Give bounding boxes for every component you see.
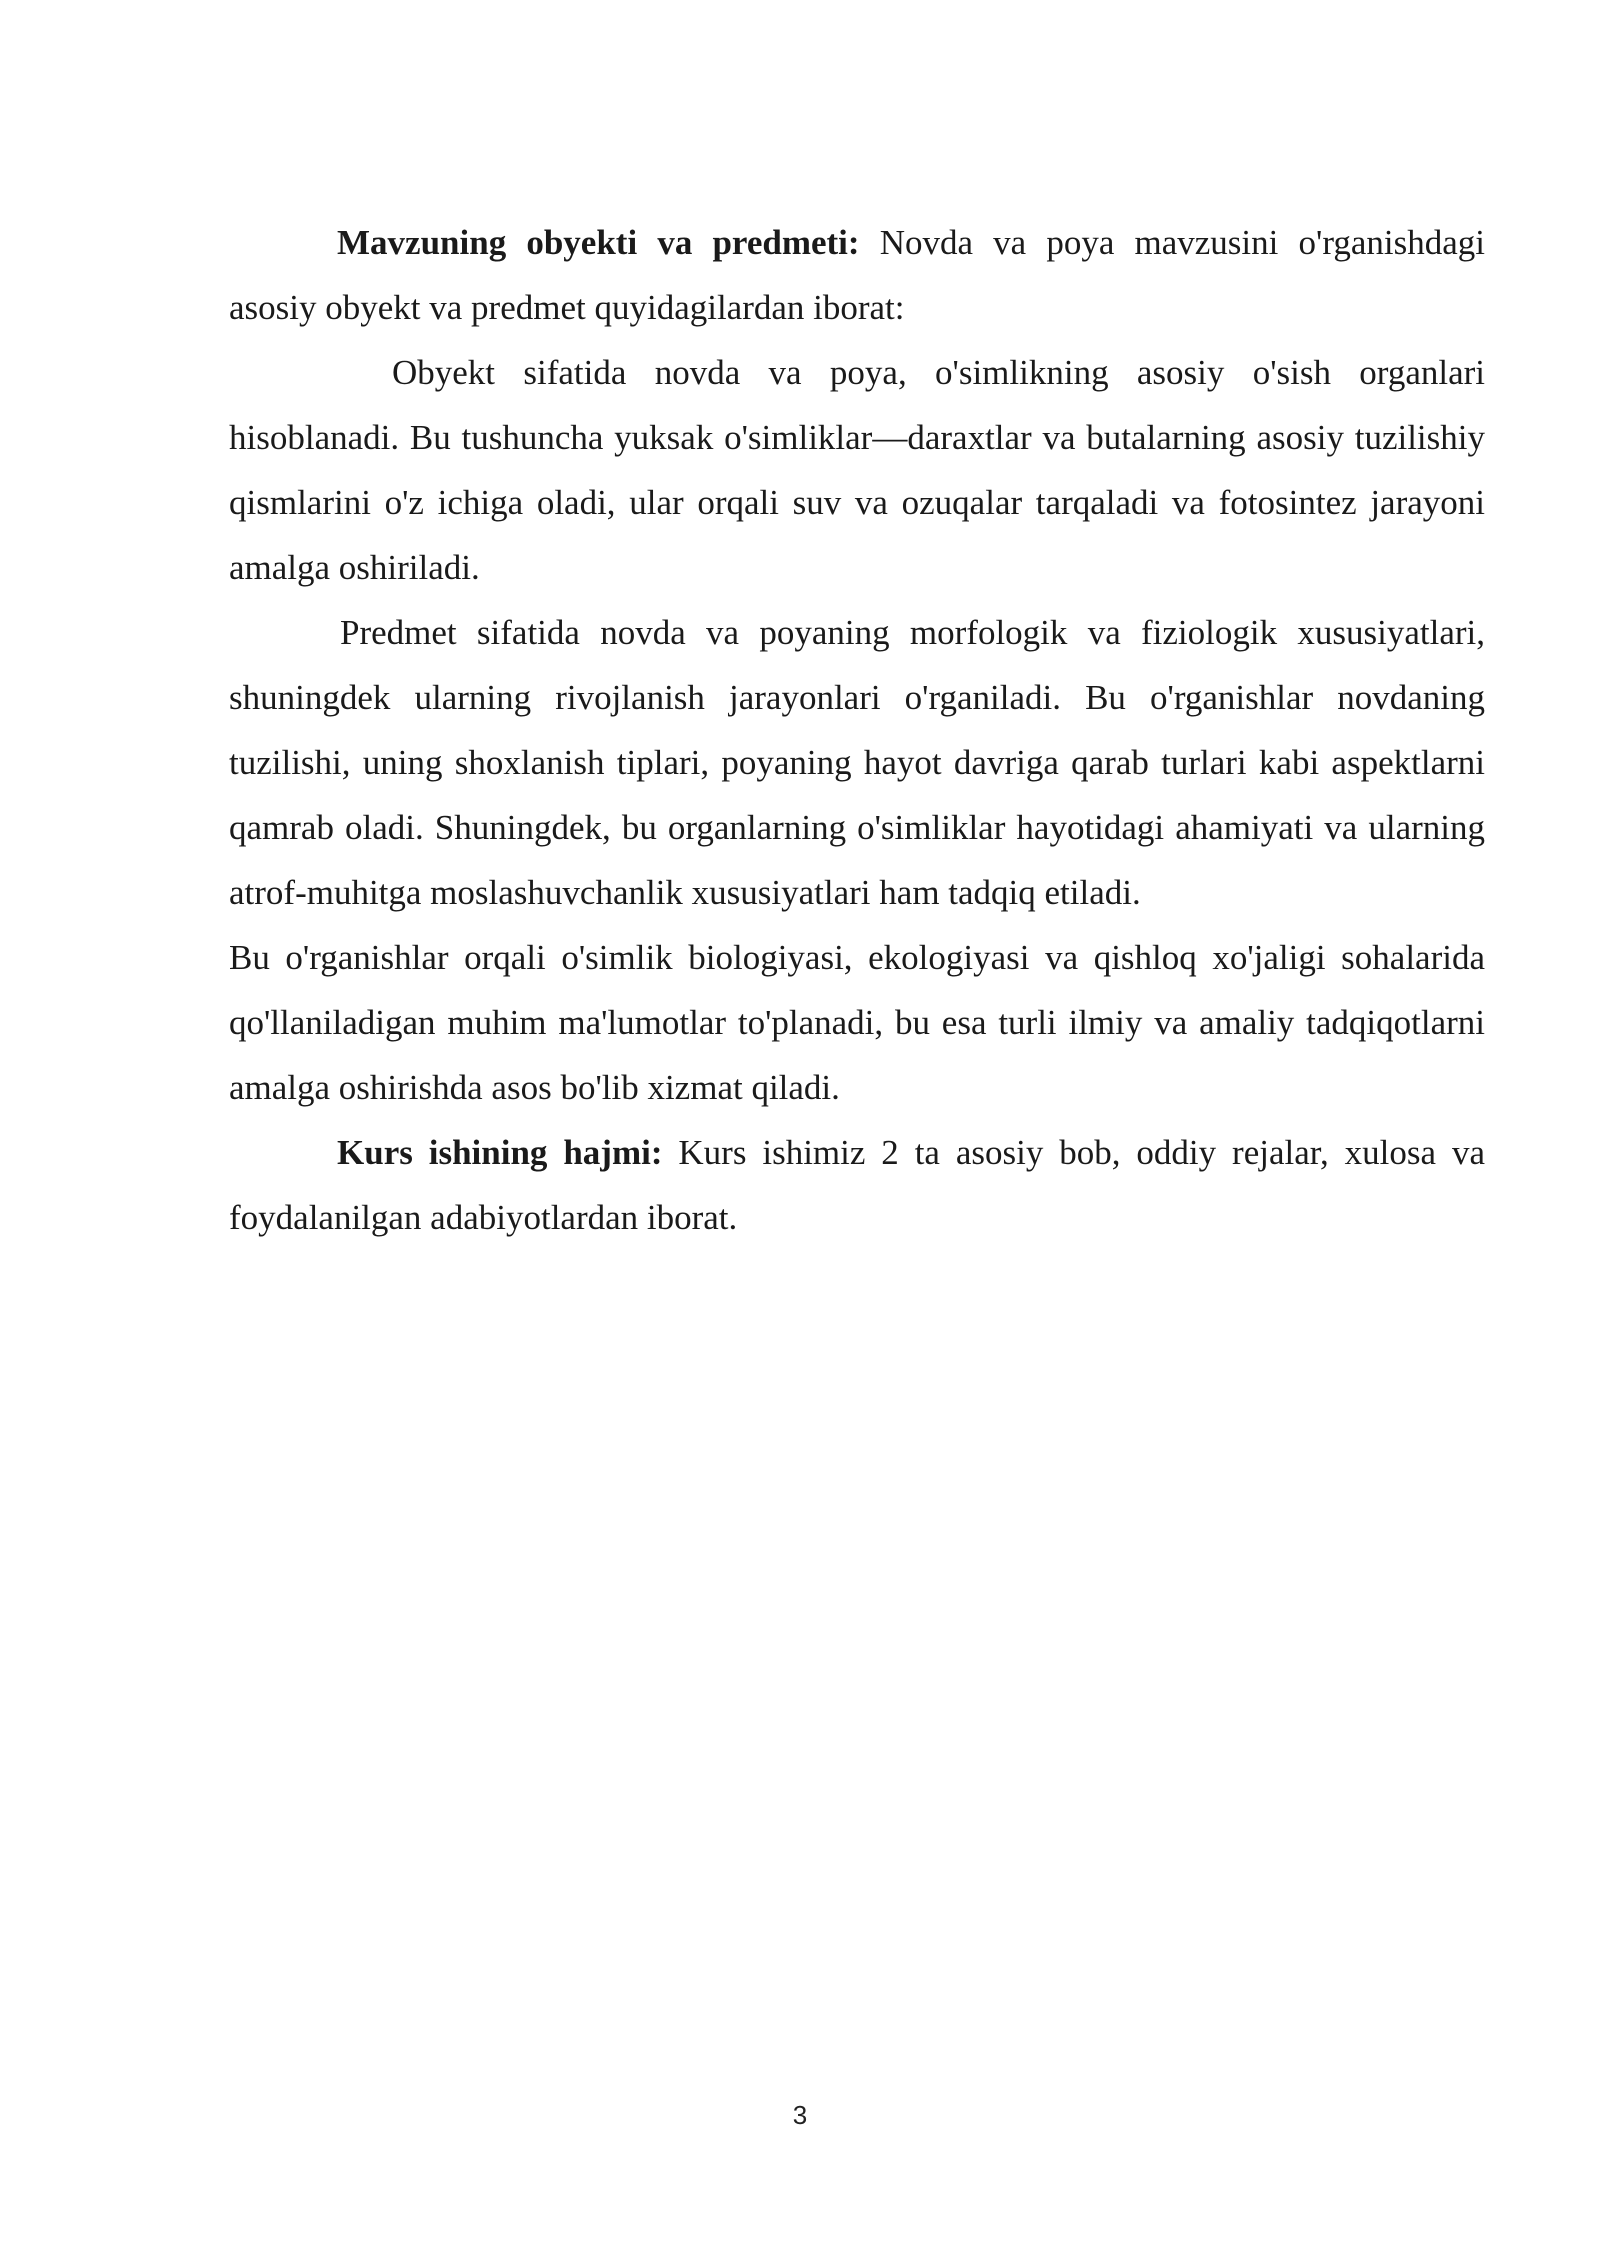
paragraph-text: Kurs ishimiz 2 ta asosiy bob, oddiy rejalar, xulosa va foydalanilgan adabiyotlardan iborat. <box>229 1133 1485 1237</box>
paragraph-object: Obyekt sifatida novda va poya, o'simlikning asosiy o'sish organlari hisoblanadi. Bu tushuncha yuksak o'simliklar—daraxtlar va butalarning asosiy tuzilishiy qismlarini o'z ichiga oladi, ular orqali suv va ozuqalar tarqaladi va fotosintez jarayoni amalga oshiriladi. <box>229 353 1485 587</box>
page-number: 3 <box>792 2100 808 2130</box>
paragraph-research-value: Bu o'rganishlar orqali o'simlik biologiyasi, ekologiyasi va qishloq xo'jaligi sohalarida qo'llaniladigan muhim ma'lumotlar to'planadi, bu esa turli ilmiy va amaliy tadqiqotlarni amalga oshirishda asos bo'lib xizmat qiladi. <box>229 938 1485 1107</box>
paragraph-text: Novda va poya mavzusini o'rganishdagi asosiy obyekt va predmet quyidagilardan iborat: <box>229 223 1485 327</box>
paragraph-course-volume <box>229 1120 1485 1250</box>
paragraph-object-and-subject <box>229 210 1485 340</box>
heading-object-and-subject: Mavzuning obyekti va predmeti: <box>337 223 860 262</box>
heading-course-volume: Kurs ishining hajmi: <box>337 1133 663 1172</box>
document-body <box>229 210 1485 1250</box>
paragraph-subject: Predmet sifatida novda va poyaning morfologik va fiziologik xususiyatlari, shuningdek ularning rivojlanish jarayonlari o'rganiladi. Bu o'rganishlar novdaning tuzilishi, uning shoxlanish tiplari, poyaning hayot davriga qarab turlari kabi aspektlarni qamrab oladi. Shuningdek, bu organlarning o'simliklar hayotidagi ahamiyati va ularning atrof-muhitga moslashuvchanlik xususiyatlari ham tadqiq etiladi. <box>229 613 1485 912</box>
